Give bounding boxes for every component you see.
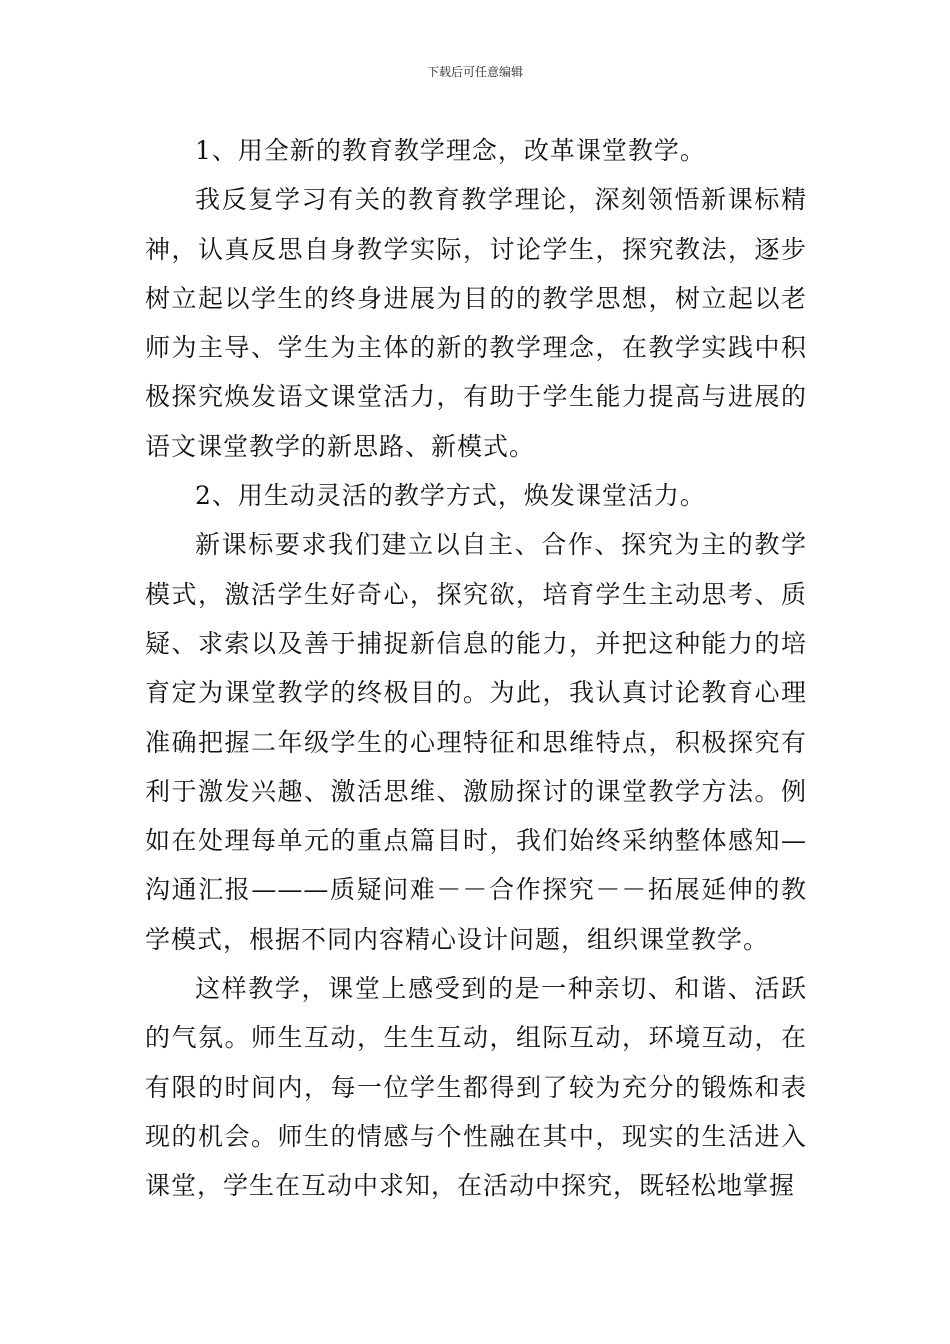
paragraph-1-heading: 1、用全新的教育教学理念，改革课堂教学。: [195, 136, 706, 165]
header-note: 下载后可任意编辑: [426, 65, 523, 79]
document-body: [145, 126, 807, 1211]
paragraph-3-heading: 2、用生动灵活的教学方式，焕发课堂活力。: [195, 481, 706, 511]
paragraph-4: 新课标要求我们建立以自主、合作、探究为主的教学模式，激活学生好奇心，探究欲，培育学生主动思考、质疑、求索以及善于捕捉新信息的能力，并把这种能力的培育定为课堂教学的终极目的。为此，我认真讨论教育心理准确把握二年级学生的心理特征和思维特点，积极探究有利于激发兴趣、激活思维、激励探讨的课堂教学方法。例如在处理每单元的重点篇目时，我们始终采纳整体感知—沟通汇报———质疑问难－－合作探究－－拓展延伸的教学模式，根据不同内容精心设计问题，组织课堂教学。: [145, 530, 807, 954]
paragraph-2: 我反复学习有关的教育教学理论，深刻领悟新课标精神，认真反思自身教学实际，讨论学生，探究教法，逐步树立起以学生的终身进展为目的的教学思想，树立起以老师为主导、学生为主体的新的教学理念，在教学实践中积极探究焕发语文课堂活力，有助于学生能力提高与进展的语文课堂教学的新思路、新模式。: [145, 185, 807, 461]
paragraph-5: 这样教学，课堂上感受到的是一种亲切、和谐、活跃的气氛。师生互动，生生互动，组际互动，环境互动，在有限的时间内，每一位学生都得到了较为充分的锻炼和表现的机会。师生的情感与个性融在其中，现实的生活进入课堂，学生在互动中求知，在活动中探究，既轻松地掌握: [145, 974, 807, 1201]
